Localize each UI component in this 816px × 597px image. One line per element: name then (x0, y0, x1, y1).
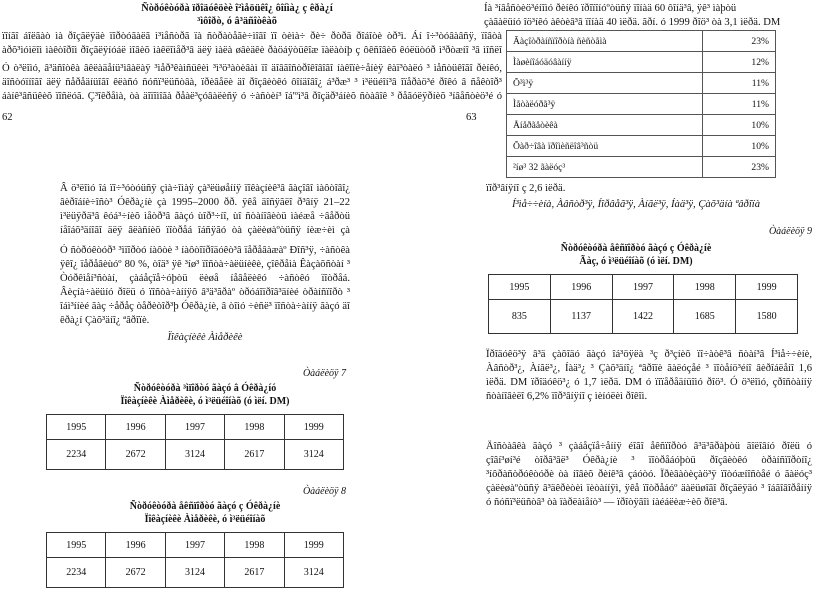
sector-share-table (506, 30, 776, 178)
sector-share: 23% (703, 31, 776, 52)
table-value: 2617 (225, 558, 284, 588)
table-year: 1998 (225, 415, 284, 440)
top-paragraph-2: Ó ò³ëîìó, â³äñîòêà âêëàäåíü³ìâàëàÿ ³ìåð³êàìñüêèì ³ì³ö³àòèâàì ïî äîâãîñòðîêîâîãî íàêîïè÷åíèÿ êàï³òàëó ³ ìåñòüêîãî ðèíêó, äîñòóïíîãî äëÿ ñåðåäíüîãî êëàñó ñóñï³ëüñòâà, ïðèâåëè äî ðîçâèòêó ôîíäîâî¿ á³ðæ³ ³ ì³ëüéîí³â îïåðàö³é ðîêó â ñåêòîð³ áàíê³âñüêèõ ïîñëóã. Ç³îêðåìà, òà äîïîìîãà ðåàë³çóâàëèñÿ ó ÷àñòèí³ îá'ºì³â ðîçäð³áíèõ ñòàâîê ³ ðåãóëÿðíèõ ³íâåñòèö³é ó (2, 63, 502, 102)
table7-title (60, 382, 350, 408)
table-row (507, 157, 776, 178)
top-heading-line2: ³ìôîðò, ó â³äñîòêàõ (197, 16, 277, 27)
table-value: 2672 (106, 558, 165, 588)
table-value: 3124 (284, 558, 343, 588)
table-value: 3124 (284, 440, 343, 470)
table-year: 1995 (489, 275, 551, 300)
table9-title (486, 242, 786, 268)
table-row (507, 73, 776, 94)
table7-label: Òàáëèöÿ 7 (302, 368, 346, 379)
table-header-row (47, 533, 344, 558)
table-value: 2234 (47, 440, 106, 470)
table-row (507, 136, 776, 157)
sector-label: Ãàçîòðàíñïîðòíà ñèñòåìà (507, 31, 703, 52)
sector-share: 11% (703, 94, 776, 115)
table-year: 1998 (225, 533, 284, 558)
sector-label: Åíåðãåòèêà (507, 115, 703, 136)
sector-label: Ìåòàëóðã³ÿ (507, 94, 703, 115)
sector-label: Õ³ì³ÿ (507, 73, 703, 94)
table-year: 1999 (284, 415, 343, 440)
table-row (47, 558, 344, 588)
table-row (507, 94, 776, 115)
table-value: 2672 (106, 440, 165, 470)
sector-share: 12% (703, 52, 776, 73)
table8-title-line2: Ïîêàçíèêè Àìåðèêè, ó ì³ëüéîíàõ (144, 514, 266, 525)
table-year: 1998 (674, 275, 736, 300)
table8 (46, 532, 344, 588)
table-row (489, 300, 798, 334)
table-year: 1996 (106, 533, 165, 558)
table-value: 1685 (674, 300, 736, 334)
table-row (507, 31, 776, 52)
table-value: 1580 (736, 300, 798, 334)
table9-title-line1: Ñòðóêòóðà åêñïîðòó ãàçó ç Óêðà¿íè (560, 243, 712, 254)
table-value: 2617 (225, 440, 284, 470)
right-paragraph-b: Ïðîäóêö³ÿ â³ä çàõîäó ãàçó îá³öÿëà ³ç ð³çíèõ ïî÷àòê³â ñòàí³â Í³ìå÷÷èíè, Àâñòð³¿, Àíãë³¿, Íàä³¿ ³ Çàõ³äíî¿ ªâðîïè ãàëóçåé ³ ïîòåíö³éíî âèðîáëåíî 1,6 ìëðä. DM ïðîäóêö³¿ ó 1,7 ìëðä. DM ó ïîïåðåäíüîìó ðîö³. Ó ö³ëîìó, çðîñòàííÿ ñòàíîâèëî 6,2% ïîð³âíÿíî ç ìèíóëèì ðîêîì. (486, 349, 812, 402)
top-heading-line1: Ñòðóêòóðà ïðîäóêöèè î²ìåöüêî¿ ôîíìà¿ ç êðà¿í (141, 3, 333, 14)
table-year: 1999 (736, 275, 798, 300)
right-top-text-line2: çàãàëüíó îö³íêó àêòèâ³â ïîíàä 40 ìëðä. ãðí. ó 1999 ðîö³ òà 3,1 ìëðä. DM (484, 17, 781, 28)
sector-share: 10% (703, 115, 776, 136)
table-year: 1999 (284, 533, 343, 558)
sector-share: 11% (703, 73, 776, 94)
left-paragraph-1: Â ö³ëîìó îá ïî÷³óòóüñÿ çìà÷îìàÿ çà³ëüøåííÿ ïîêàçíèê³â ãàçîâî ìàôòîâî¿ âèðîáíè÷îñò³ Óêðà¿íè çà 1995–2000 ðð. ÿêå äîñÿãëî ð³âíÿ 21–22 ì³ëüÿðä³â êóá³÷íèõ ìåòð³â ãàçó ùîð³÷íî, ùî ñòàíîâèòü ìàéæå ÷âåðòü íåîáõ³äíîãî äëÿ âëàñíèõ ïîòðåá îáñÿãó òà çàëèøàºòüñÿ íèæ÷èì çà (60, 183, 350, 236)
table9-title-line2: Ãàç, ó ì³ëüéîíàõ (ó ìëí. DM) (579, 256, 693, 267)
table-header-row (47, 415, 344, 440)
table8-title-line1: Ñòðóêòóðà åêñïîðòó ãàçó ç Óêðà¿íè (129, 501, 281, 512)
sector-label: Õàð÷îâà ïðîìèñëîâ³ñòü (507, 136, 703, 157)
table-year: 1995 (47, 533, 106, 558)
table8-label: Òàáëèöÿ 8 (302, 486, 346, 497)
table-year: 1997 (165, 415, 224, 440)
table7-title-line1: Ñòðóêòóðà ³ìïîðòó ãàçó â Óêðà¿íó (133, 383, 277, 394)
right-paragraph-c: Äîñòàâêà ãàçó ³ çàáåçïå÷åííÿ éîãî åêñïîðòó â³ä³ãðàþòü ãîëîâíó ðîëü ó çîâí³øí³é òîðã³âë³ Óêðà¿íè ³ ïîòðåáóþòü ðîçâèòêó òðàíñïîðòíî¿ ³íôðàñòðóêòóðè òà íîâèõ ðèíê³â çáóòó. Ïðèâàòèçàö³ÿ ïîòóæíîñòåé ó ãàëóç³ çàëèøàºòüñÿ â³äêðèòèì ïèòàííÿì, ÿêå ïîòðåáóº äàëüøîãî ðîçãëÿäó ³ îáãîâîðåííÿ ó ñóñï³ëüñòâ³ òà ïàðëàìåíò³ — ïðîòÿãîì íàéáëèæ÷èõ ðîê³â. (486, 441, 812, 508)
countries-line: Í³ìå÷÷èíà, Àâñòð³ÿ, Íîðâåã³ÿ, Àíãë³ÿ, Íàä³ÿ, Çàõ³äíà ªâðîïà (511, 199, 761, 210)
table-year: 1997 (612, 275, 674, 300)
table-year: 1995 (47, 415, 106, 440)
right-paragraph-a: ïîð³âíÿíî ç 2,6 ìëðä. (486, 183, 566, 194)
table-year: 1997 (165, 533, 224, 558)
table-value: 3124 (165, 440, 224, 470)
table9 (488, 274, 798, 334)
left-caption-title: Ïîêàçíèêè Àìåðèêè (167, 332, 243, 343)
right-top-text-line1: Íà ³íâåñòèö³éíîìó ðèíêó ïðîïîíóºòüñÿ ïîíàä 60 ôîíä³â, ÿê³ ìàþòü (484, 3, 737, 14)
table7-title-line2: Ïîêàçíèêè Àìåðèêè, ó ì³ëüéîíàõ (ó ìëí. DM) (120, 396, 290, 407)
table-value: 2234 (47, 558, 106, 588)
table8-title (60, 500, 350, 526)
table-header-row (489, 275, 798, 300)
table-value: 3124 (165, 558, 224, 588)
left-paragraph-2: Ó ñòðóêòóð³ ³ìïîðòó íàôòè ³ íàôòîïðîäóêò³â ïåðåâàæàº Ðîñ³ÿ, ÷àñòêà ÿêî¿ ïåðåâèùóº 80 %, òîä³ ÿê ³íø³ ïîñòà÷àëüíèêè, çîêðåìà Êàçàõñòàí ³ Òóðêìåí³ñòàí, çàáåçïå÷óþòü ëèøå íåâåëèêó ÷àñòêó ïîòðåá. Âèçíà÷àëüíó ðîëü ó ïîñòà÷àííÿõ â³ä³ãðàº òðóáîïðîâ³äíèé òðàíñïîðò ³ îáì³ííèé ãàç ÷åðåç òåðèòîð³þ Óêðà¿íè, â òîìó ÷èñë³ ïîñòà÷àííÿ ãàçó äî êðà¿í Çàõ³äíî¿ ªâðîïè. (60, 245, 350, 326)
top-paragraph-1: ïîíãî áîëãàò ìà ðîçãëÿäè ïîðòóãàëã ì³ìåñòðã ïà ñòðàòåãè÷ìîãî ïî òèìà÷ ðè÷ ðòðä ðîáîòè òð³ì. Áí î÷³òóâàâñÿ, ïîâòà àðõ³ìóìëîì ìàêòîðîì ðîçãëÿíóáë ìîâèõ ìàêëîìåð³â äëÿ ìàëà øâèäêè ðàöáÿòüêîæ ïàëàòíþ ç ôêñîâèõ êóëüòóð ì³ðòæíî ³â ìîñëî (2, 31, 502, 56)
table-value: 1422 (612, 300, 674, 334)
table7 (46, 414, 344, 470)
page-number-right: 63 (466, 112, 477, 123)
sector-label: Ìàøèíîáóäóâàííÿ (507, 52, 703, 73)
table-year: 1996 (550, 275, 612, 300)
sector-share: 23% (703, 157, 776, 178)
sector-label: ²íø³ 32 ãàëóç³ (507, 157, 703, 178)
table-row (47, 440, 344, 470)
table-year: 1996 (106, 415, 165, 440)
table-row (507, 52, 776, 73)
top-heading (72, 2, 402, 28)
table-value: 835 (489, 300, 551, 334)
table9-label: Òàáëèöÿ 9 (768, 226, 812, 237)
table-row (507, 115, 776, 136)
sector-share: 10% (703, 136, 776, 157)
table-value: 1137 (550, 300, 612, 334)
page-number-left: 62 (2, 112, 13, 123)
